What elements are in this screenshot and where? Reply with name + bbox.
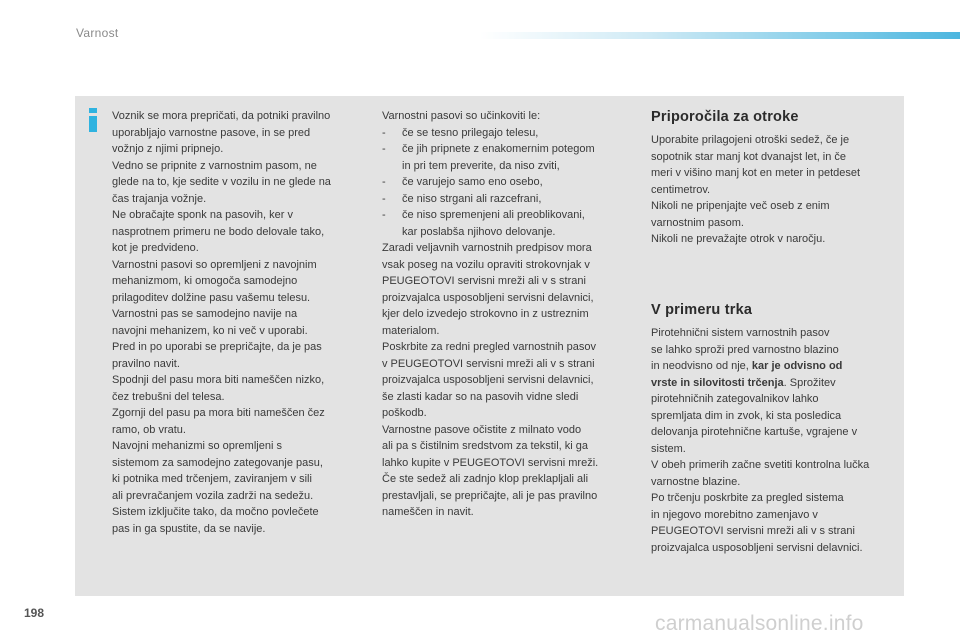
text-line: proizvajalca usposobljeni servisni delavnici,	[382, 291, 594, 304]
text-line: Ne obračajte sponk na pasovih, ker v	[112, 209, 293, 221]
text-line: mehanizmom, ki omogoča samodejno	[112, 275, 298, 287]
text-bold: vrste in silovitosti trčenja	[651, 376, 784, 389]
list-item-continuation: kar poslabša njihovo delovanje.	[402, 225, 556, 238]
text-line: sistem.	[651, 442, 686, 455]
text-line: V obeh primerih začne svetiti kontrolna lučka	[651, 459, 870, 471]
list-item: - če jih pripnete z enakomernim potegom	[382, 141, 634, 158]
text-line: glede na to, kje sedite v vozilu in ne glede na	[112, 176, 331, 188]
text-line: Vedno se pripnite z varnostnim pasom, ne	[112, 159, 317, 172]
text-line: Zgornji del pasu pa mora biti nameščen čez	[112, 407, 325, 419]
text-line: proizvajalca usposobljeni servisni delavnici,	[382, 374, 594, 386]
text-line: centimetrov.	[651, 183, 711, 196]
list-item: - če se tesno prilegajo telesu,	[382, 125, 634, 142]
text-line: meri v višino manj kot en meter in petdeset	[651, 167, 861, 179]
info-icon	[86, 108, 100, 132]
text-line: varnostnim pasom.	[651, 216, 744, 229]
list-item: - če varujejo samo eno osebo,	[382, 174, 634, 191]
text-line: vožnjo z njimi pripnejo.	[112, 143, 224, 155]
section-title: Varnost	[76, 26, 119, 40]
text-line: sistemom za samodejno zategovanje pasu,	[112, 456, 323, 469]
text-line: še zlasti kadar so na pasovih vidne sledi	[382, 390, 579, 403]
text-normal: in neodvisno od nje,	[651, 360, 752, 372]
text-line: PEUGEOTOVI servisni mreži ali v s strani	[382, 275, 586, 287]
text-line: navojni mehanizem, ko ni več v uporabi.	[112, 324, 308, 337]
text-line: ali pa s čistilnim sredstvom za tekstil, ki ga	[382, 440, 589, 452]
text-line: nasprotnem primeru ne bodo delovale tako,	[112, 225, 325, 238]
watermark-text[interactable]: carmanualsonline.info	[655, 612, 864, 635]
text-line: Varnostni pas se samodejno navije na	[112, 308, 298, 320]
text-line: Če ste sedež ali zadnjo klop preklapljali ali	[382, 473, 589, 485]
text-normal: . Sprožitev	[783, 376, 836, 389]
seatbelt-general-text	[112, 108, 364, 537]
text-line: Pred in po uporabi se prepričajte, da je pas	[112, 341, 322, 353]
text-line: in njegovo morebitno zamenjavo v	[651, 508, 818, 521]
header-accent-bar	[480, 32, 960, 39]
text-line: pravilno navit.	[112, 357, 180, 370]
page-number: 198	[24, 606, 45, 620]
text-line: vsak poseg na vozilu opraviti strokovnjak v	[382, 258, 590, 271]
list-item-continuation: in pri tem preverite, da niso zviti,	[402, 159, 560, 172]
list-intro: Varnostni pasovi so učinkoviti le:	[382, 110, 541, 122]
text-line: nameščen in navit.	[382, 506, 474, 518]
text-line: ramo, ob vratu.	[112, 423, 186, 436]
text-line: Zaradi veljavnih varnostnih predpisov mora	[382, 242, 592, 254]
text-line: čez trebušni del telesa.	[112, 390, 225, 403]
text-line-mixed	[651, 358, 906, 375]
text-line: ali prevračanjem vozila zadrži na sedežu.	[112, 489, 314, 502]
text-line: Voznik se mora prepričati, da potniki pravilno	[112, 110, 331, 122]
text-line: spremljata dim in zvok, ki sta posledica	[651, 409, 842, 422]
text-line: ki potnika med trčenjem, zaviranjem v sili	[112, 473, 312, 485]
text-line: pirotehničnih zategovalnikov lahko	[651, 393, 819, 405]
text-line: varnostne blazine.	[651, 475, 741, 488]
list-item: - če niso strgani ali razcefrani,	[382, 191, 634, 208]
text-line: Varnostni pasovi so opremljeni z navojnim	[112, 258, 317, 271]
text-bold: kar je odvisno od	[751, 360, 843, 372]
text-line: Pirotehnični sistem varnostnih pasov	[651, 327, 830, 339]
text-line: v PEUGEOTOVI servisni mreži ali v s strani	[382, 357, 595, 370]
text-line-mixed	[651, 375, 906, 392]
text-line: poškodb.	[382, 407, 427, 419]
crash-section-text	[651, 325, 906, 556]
text-line: Spodnji del pasu mora biti nameščen nizko,	[112, 374, 325, 386]
text-line: Poskrbite za redni pregled varnostnih pasov	[382, 341, 597, 353]
text-line: Nikoli ne prevažajte otrok v naročju.	[651, 233, 826, 245]
children-section-heading: Priporočila za otroke	[651, 109, 799, 125]
seatbelt-effectiveness-text	[382, 108, 634, 521]
text-line: kot je predvideno.	[112, 242, 199, 254]
text-line: delovanja pirotehnične kartuše, vgrajene v	[651, 426, 858, 438]
text-line: sopotnik star manj kot dvanajst let, in če	[651, 150, 847, 163]
text-line: kjer delo izvedejo strokovno in z ustreznim	[382, 308, 589, 320]
effectiveness-list	[382, 125, 634, 241]
text-line: Nikoli ne pripenjajte več oseb z enim	[651, 200, 830, 212]
text-line: uporabljajo varnostne pasove, in se pred	[112, 126, 311, 139]
text-line: pas in ga spustite, da se navije.	[112, 522, 266, 535]
text-line: se lahko sproži pred varnostno blazino	[651, 343, 839, 356]
text-line: PEUGEOTOVI servisni mreži ali v s strani	[651, 525, 855, 537]
text-line: materialom.	[382, 324, 440, 337]
text-line: Uporabite prilagojeni otroški sedež, če je	[651, 134, 850, 146]
text-line: prestavljali, se prepričajte, ali je pas pravilno	[382, 489, 598, 502]
children-section-text	[651, 132, 903, 248]
text-line: Sistem izključite tako, da močno povlečete	[112, 506, 319, 518]
crash-section-heading: V primeru trka	[651, 302, 753, 318]
text-line: Navojni mehanizmi so opremljeni s	[112, 440, 282, 452]
text-line: Varnostne pasove očistite z milnato vodo	[382, 423, 582, 436]
text-line: Po trčenju poskrbite za pregled sistema	[651, 492, 844, 504]
text-line: lahko kupite v PEUGEOTOVI servisni mreži.	[382, 456, 599, 469]
text-line: prilagoditev dolžine pasu vašemu telesu.	[112, 291, 311, 304]
text-line: čas trajanja vožnje.	[112, 192, 207, 205]
text-line: proizvajalca usposobljeni servisni delavnici.	[651, 541, 863, 554]
list-item: - če niso spremenjeni ali preoblikovani,	[382, 207, 634, 224]
